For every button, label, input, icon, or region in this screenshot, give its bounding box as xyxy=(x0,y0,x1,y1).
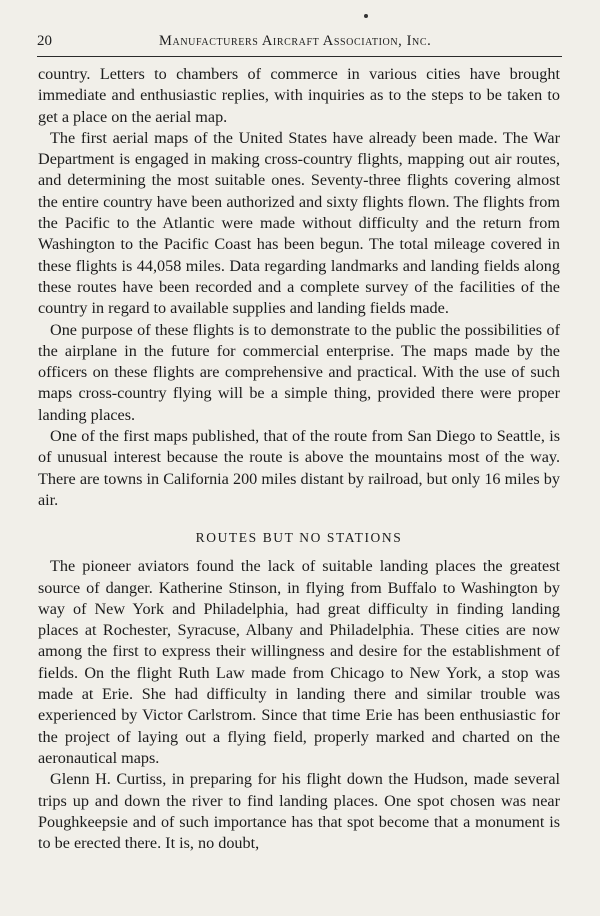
paragraph: The first aerial maps of the United States have already been made. The War Department is engaged in making cross-country flights, mapping out air routes, and determining the most suitable ones. Seventy-three flights covering almost the entire country have been authorized and sixty flights flown. The flights from the Pacific to the Atlantic were made without difficulty and the return from Washington to the Pacific Coast has been begun. The total mileage covered in these flights is 44,058 miles. Data regarding landmarks and landing fields along these routes have been recorded and a complete survey of the facilities of the country in regard to available supplies and landing fields made. xyxy=(38,128,560,318)
paragraph: One purpose of these flights is to demonstrate to the public the possibilities of the airplane in the future for commercial enterprise. The maps made by the officers on these flights are comprehensive and practical. With the use of such maps cross-country flying will be a simple thing, provided there were proper landing places. xyxy=(38,320,560,424)
running-title: Manufacturers Aircraft Association, Inc. xyxy=(159,33,432,49)
paragraph: One of the first maps published, that of the route from San Diego to Seattle, is of unusual interest because the route is above the mountains most of the way. There are towns in California 200 miles distant by railroad, but only 16 miles by air. xyxy=(38,427,560,509)
paragraph: country. Letters to chambers of commerce in various cities have brought immediate and enthusiastic replies, with inquiries as to the steps to be taken to get a place on the aerial map. xyxy=(38,65,560,126)
paragraph: Glenn H. Curtiss, in preparing for his flight down the Hudson, made several trips up and down the river to find landing places. One spot chosen was near Poughkeepsie and of such importance has that spot become that a monument is to be erected there. It is, no doubt, xyxy=(38,770,560,853)
paragraph: The pioneer aviators found the lack of suitable landing places the greatest source of danger. Katherine Stinson, in flying from Buffalo to Washington by way of New York and Philadelphia, had great difficulty in finding landing places at Rochester, Syracuse, Albany and Philadelphia. These cities are now among the first to express their willingness and desire for the establishment of fields. On the flight Ruth Law made from Chicago to New York, a stop was made at Erie. She had difficulty in landing there and similar trouble was experienced by Victor Carlstrom. Since that time Erie has been enthusiastic for the project of laying out a flying field, properly marked and charted on the aeronautical maps. xyxy=(38,557,560,767)
section-heading: ROUTES BUT NO STATIONS xyxy=(195,530,403,546)
ink-speck xyxy=(364,14,368,18)
page-number: 20 xyxy=(37,33,52,49)
body-text xyxy=(38,64,560,854)
running-header xyxy=(37,33,561,53)
header-rule xyxy=(37,56,562,57)
